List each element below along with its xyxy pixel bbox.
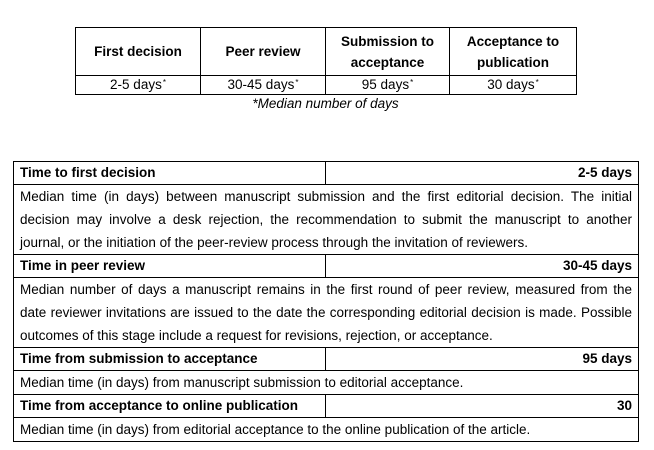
- detail-value: 95 days: [326, 348, 639, 371]
- summary-header-row: [76, 28, 577, 76]
- summary-value-cell: [76, 76, 201, 95]
- detail-description: Median time (in days) from manuscript submission to editorial acceptance.: [14, 371, 639, 395]
- detail-header-row: [14, 162, 639, 185]
- median-marker: *: [162, 78, 166, 87]
- summary-value: 30-45 days: [227, 77, 295, 92]
- summary-value: 30 days: [487, 77, 535, 92]
- summary-header-submission-to-acceptance: [326, 28, 450, 76]
- median-marker: *: [410, 78, 414, 87]
- detail-title: Time in peer review: [14, 255, 326, 278]
- summary-value: 95 days: [361, 77, 410, 92]
- median-marker: *: [535, 78, 539, 87]
- detail-title: Time from acceptance to online publication: [14, 395, 326, 418]
- detail-description-row: [14, 371, 639, 395]
- detail-description: Median number of days a manuscript remains in the first round of peer review, measured from the date reviewer invitations are issued to the date the corresponding editorial decision is made. Possible outcomes of this stage include a request for revisions, rejection, or acceptance.: [14, 278, 639, 348]
- detail-description: Median time (in days) between manuscript submission and the first editorial decision. The initial decision may involve a desk rejection, the recommendation to submit the manuscript to another journal, or the initiation of the peer-review process through the invitation of reviewers.: [14, 185, 639, 255]
- summary-value: 2-5 days: [110, 77, 162, 92]
- summary-header-label: Acceptance to: [466, 33, 560, 49]
- summary-value-cell: [201, 76, 326, 95]
- detail-header-row: [14, 348, 639, 371]
- detail-title: Time to first decision: [14, 162, 326, 185]
- detail-table: [13, 161, 639, 442]
- summary-header-label: Peer review: [225, 44, 301, 59]
- summary-table: [75, 27, 577, 95]
- summary-value-row: [76, 76, 577, 95]
- detail-value: 30-45 days: [326, 255, 639, 278]
- detail-title: Time from submission to acceptance: [14, 348, 326, 371]
- summary-header-acceptance-to-publication: [450, 28, 577, 76]
- summary-value-cell: [450, 76, 577, 95]
- summary-header-label: First decision: [94, 44, 182, 59]
- detail-description: Median time (in days) from editorial acceptance to the online publication of the article.: [14, 418, 639, 442]
- detail-header-row: [14, 395, 639, 418]
- summary-header-first-decision: [76, 28, 201, 76]
- detail-description-row: [14, 278, 639, 348]
- summary-header-label: Submission to: [340, 33, 434, 49]
- detail-value: 2-5 days: [326, 162, 639, 185]
- summary-header-label-line2: acceptance: [350, 54, 425, 70]
- detail-description-row: [14, 185, 639, 255]
- summary-header-peer-review: [201, 28, 326, 76]
- detail-description-row: [14, 418, 639, 442]
- summary-value-cell: [326, 76, 450, 95]
- summary-header-label-line2: publication: [477, 54, 549, 70]
- summary-caption: *Median number of days: [252, 96, 399, 111]
- detail-header-row: [14, 255, 639, 278]
- detail-value: 30: [326, 395, 639, 418]
- median-marker: *: [295, 78, 299, 87]
